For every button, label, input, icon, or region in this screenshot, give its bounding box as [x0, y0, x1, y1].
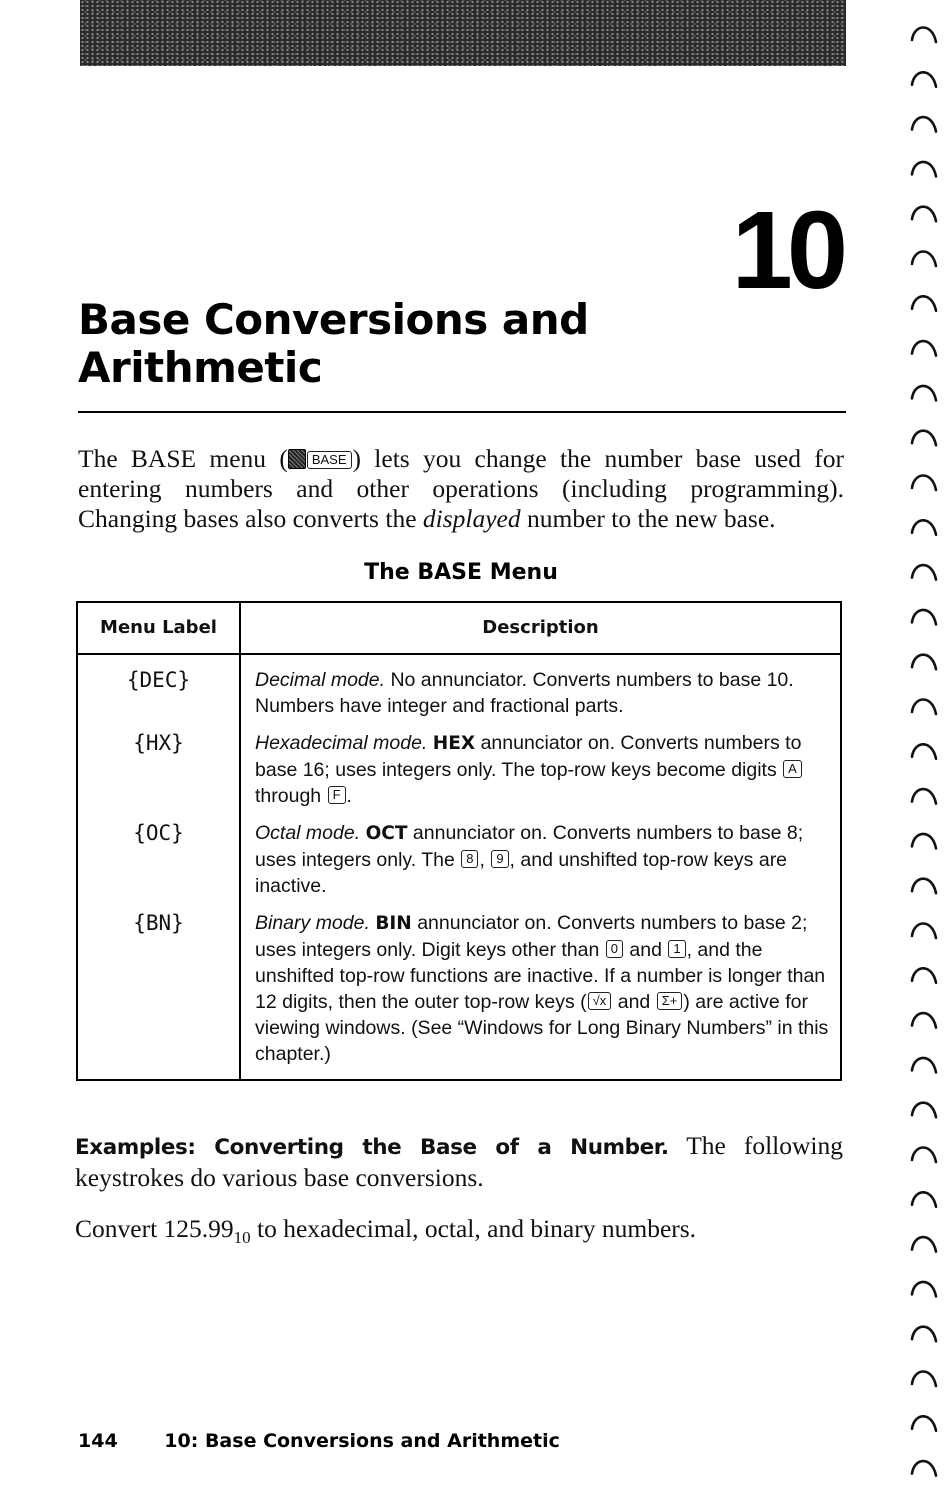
- binding-ring: [912, 1013, 936, 1028]
- annunciator-name: OCT: [365, 823, 408, 844]
- description-text: and: [612, 991, 656, 1013]
- intro-text: ) lets you change the number base used for entering numbers and other operations (including programming). Changing bases also converts the: [78, 444, 844, 533]
- base-subscript: 10: [233, 1228, 251, 1248]
- examples-text: The following keystrokes do various base conversions.: [75, 1131, 843, 1192]
- mode-name: Hexadecimal mode.: [255, 732, 428, 754]
- description-hx: [240, 719, 841, 809]
- description-text: and: [623, 939, 668, 961]
- menu-label-bn: {BN}: [77, 899, 240, 1080]
- chapter-number: 10: [731, 189, 842, 312]
- chapter-title: [78, 296, 589, 392]
- description-bn: [240, 899, 841, 1080]
- table-row: [77, 899, 841, 1080]
- convert-text: to hexadecimal, octal, and binary numbers.: [250, 1214, 697, 1243]
- table-header-row: [77, 602, 841, 654]
- key-f: F: [328, 786, 346, 804]
- binding-ring: [912, 834, 936, 849]
- convert-instruction: [75, 1214, 843, 1248]
- footer-chapter-ref: 10: Base Conversions and Arithmetic: [164, 1430, 560, 1452]
- binding-ring: [912, 476, 936, 491]
- binding-ring: [912, 341, 936, 356]
- binding-ring: [912, 1461, 936, 1476]
- table-row: [77, 654, 841, 719]
- description-text: , and unshifted top-row keys are inactive.: [255, 849, 788, 897]
- binding-ring: [912, 1103, 936, 1118]
- page-number: 144: [78, 1430, 118, 1452]
- chapter-title-line2: Arithmetic: [78, 343, 323, 392]
- table-row: [77, 719, 841, 809]
- binding-ring: [912, 1237, 936, 1252]
- title-rule: [78, 411, 846, 413]
- menu-label-oc: {OC}: [77, 809, 240, 899]
- binding-ring: [912, 655, 936, 670]
- binding-ring: [912, 789, 936, 804]
- annunciator-name: HEX: [432, 733, 476, 754]
- column-header-description: Description: [240, 602, 841, 654]
- binding-ring: [912, 1416, 936, 1431]
- key-a: A: [783, 760, 802, 778]
- binding-ring: [912, 431, 936, 446]
- examples-paragraph: [75, 1131, 843, 1193]
- binding-ring: [912, 296, 936, 311]
- intro-text: The BASE menu (: [78, 444, 288, 473]
- chapter-header-band: [80, 0, 846, 66]
- binding-ring: [912, 162, 936, 177]
- menu-label-hx: {HX}: [77, 719, 240, 809]
- binding-ring: [912, 1372, 936, 1387]
- binding-ring: [912, 117, 936, 132]
- binding-ring: [912, 520, 936, 535]
- page-footer: [78, 1430, 560, 1452]
- key-sqrt-x: √x: [588, 992, 612, 1010]
- description-text: , and the unshifted top-row functions are inactive. If a number is longer than 12 digits, then the outer top-row keys (: [255, 939, 826, 1013]
- description-text: No annunciator. Converts numbers to base 10. Numbers have integer and fractional parts.: [255, 669, 794, 717]
- key-sigma-plus: Σ+: [657, 992, 683, 1010]
- mode-name: Decimal mode.: [255, 669, 386, 691]
- menu-label-dec: {DEC}: [77, 654, 240, 719]
- description-text: through: [255, 785, 327, 807]
- binding-ring: [912, 1192, 936, 1207]
- table-caption: The BASE Menu: [364, 560, 558, 585]
- binding-ring: [912, 1282, 936, 1297]
- shift-key-icon: [288, 449, 306, 469]
- binding-ring: [912, 252, 936, 267]
- description-text: annunciator on. Converts numbers to base 16; uses integers only. The top-row keys become digits: [255, 732, 802, 781]
- binding-ring: [912, 968, 936, 983]
- convert-text: Convert 125.99: [75, 1214, 234, 1243]
- binding-ring: [912, 744, 936, 759]
- binding-ring: [912, 1148, 936, 1163]
- annunciator-name: BIN: [375, 913, 412, 934]
- binding-ring: [912, 924, 936, 939]
- chapter-title-line1: Base Conversions and: [78, 295, 589, 344]
- binding-ring: [912, 386, 936, 401]
- binding-ring: [912, 700, 936, 715]
- description-text: annunciator on. Converts numbers to base 2; uses integers only. Digit keys other than: [255, 912, 808, 961]
- binding-ring: [912, 1058, 936, 1073]
- description-dec: [240, 654, 841, 719]
- binding-ring: [912, 28, 936, 43]
- base-key: BASE: [307, 451, 352, 469]
- intro-text: number to the new base.: [520, 504, 776, 533]
- description-text: ,: [479, 849, 491, 871]
- binding-ring: [912, 565, 936, 580]
- spiral-binding-icon: [906, 10, 946, 1480]
- description-oc: [240, 809, 841, 899]
- intro-paragraph: [78, 444, 844, 534]
- binding-ring: [912, 207, 936, 222]
- key-8: 8: [461, 850, 478, 868]
- binding-ring: [912, 610, 936, 625]
- mode-name: Binary mode.: [255, 912, 370, 934]
- table-row: [77, 809, 841, 899]
- key-9: 9: [491, 850, 508, 868]
- examples-heading: Examples: Converting the Base of a Number.: [75, 1135, 669, 1160]
- base-menu-table: [76, 601, 842, 1081]
- key-0: 0: [606, 940, 623, 958]
- binding-ring: [912, 1327, 936, 1342]
- description-text: .: [346, 785, 352, 807]
- binding-ring: [912, 72, 936, 87]
- binding-ring: [912, 879, 936, 894]
- description-text: ) are active for viewing windows. (See “Windows for Long Binary Numbers” in this chapter.): [255, 991, 829, 1065]
- description-text: annunciator on. Converts numbers to base 8; uses integers only. The: [255, 822, 804, 871]
- intro-emphasis: displayed: [422, 504, 521, 533]
- mode-name: Octal mode.: [255, 822, 361, 844]
- column-header-menu-label: Menu Label: [77, 602, 240, 654]
- key-1: 1: [668, 940, 685, 958]
